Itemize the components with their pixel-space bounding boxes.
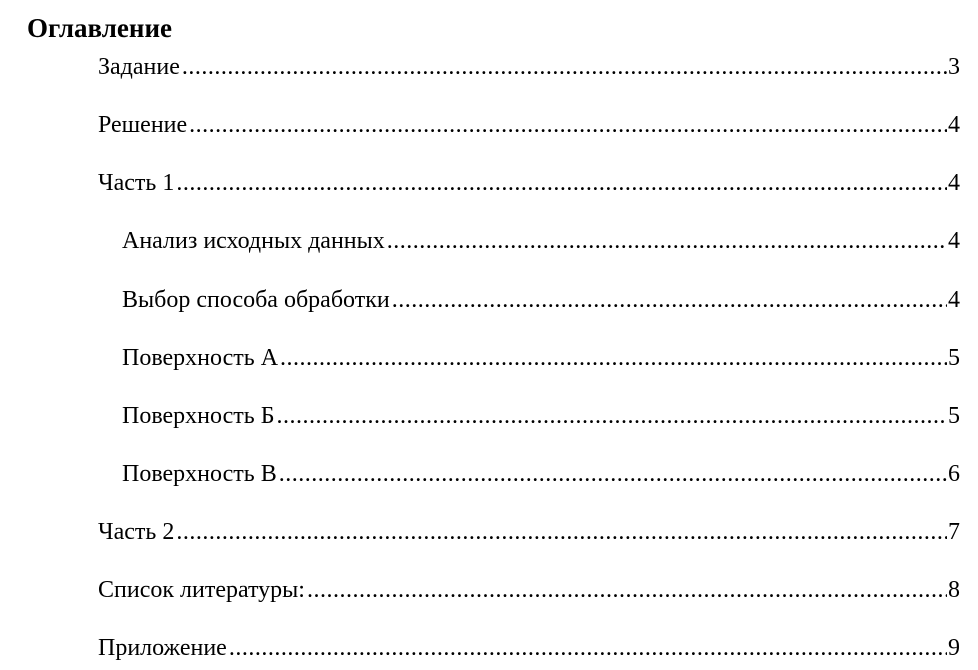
toc-page-number: 6 <box>948 461 960 487</box>
toc-page-number: 5 <box>948 345 960 371</box>
toc-entry-surface-b[interactable] <box>122 401 960 431</box>
toc-entry-title: Часть 1 <box>98 170 175 196</box>
toc-entry-part-2[interactable] <box>98 517 960 547</box>
toc-dot-leader <box>176 168 947 198</box>
toc-dot-leader <box>392 285 947 315</box>
toc-page-number: 4 <box>948 170 960 196</box>
toc-page-number: 8 <box>948 577 960 603</box>
toc-dot-leader <box>279 459 947 489</box>
toc-page-number: 9 <box>948 635 960 661</box>
toc-entry-title: Поверхность В <box>122 461 277 487</box>
toc-entry-processing-method[interactable] <box>122 285 960 315</box>
toc-entry-title: Приложение <box>98 635 227 661</box>
toc-page-number: 5 <box>948 403 960 429</box>
toc-heading: Оглавление <box>27 13 172 43</box>
toc-entry-title: Часть 2 <box>98 519 175 545</box>
toc-page-number: 4 <box>948 228 960 254</box>
toc-entry-appendix[interactable] <box>98 633 960 663</box>
toc-entry-title: Анализ исходных данных <box>122 228 385 254</box>
toc-page-number: 4 <box>948 287 960 313</box>
toc-dot-leader <box>229 633 947 663</box>
toc-entry-surface-a[interactable] <box>122 343 960 373</box>
toc-dot-leader <box>387 226 947 256</box>
toc-page-number: 4 <box>948 112 960 138</box>
toc-entry-surface-v[interactable] <box>122 459 960 489</box>
toc-page-number: 7 <box>948 519 960 545</box>
toc-entry-title: Задание <box>98 54 180 80</box>
toc-dot-leader <box>276 401 947 431</box>
toc-dot-leader <box>189 110 947 140</box>
toc-entry-solution[interactable] <box>98 110 960 140</box>
toc-entry-title: Решение <box>98 112 188 138</box>
toc-entry-task[interactable] <box>98 52 960 82</box>
toc-entry-title: Поверхность Б <box>122 403 275 429</box>
toc-entry-part-1[interactable] <box>98 168 960 198</box>
toc-dot-leader <box>307 575 947 605</box>
toc-entry-data-analysis[interactable] <box>122 226 960 256</box>
toc-entry-references[interactable] <box>98 575 960 605</box>
toc-entry-title: Поверхность А <box>122 345 279 371</box>
toc-dot-leader <box>280 343 947 373</box>
toc-entry-title: Выбор способа обработки <box>122 287 390 313</box>
toc-page-number: 3 <box>948 54 960 80</box>
toc-dot-leader <box>176 517 947 547</box>
toc-dot-leader <box>182 52 947 82</box>
toc-entry-title: Список литературы: <box>98 577 305 603</box>
